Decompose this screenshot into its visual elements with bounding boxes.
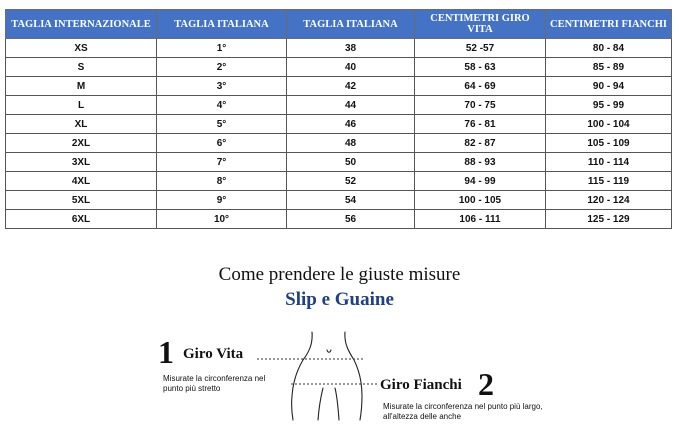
cell-italian-size-number: 48	[287, 134, 415, 153]
header-waist-cm: CENTIMETRI GIRO VITA	[415, 10, 546, 39]
table-row	[6, 191, 672, 210]
cell-hips-cm: 120 - 124	[546, 191, 672, 210]
cell-international-size: 3XL	[6, 153, 157, 172]
cell-international-size: 6XL	[6, 210, 157, 229]
cell-waist-cm: 58 - 63	[415, 58, 546, 77]
table-row	[6, 172, 672, 191]
cell-international-size: S	[6, 58, 157, 77]
waist-note-line2: punto più stretto	[163, 384, 221, 393]
waist-label: Giro Vita	[183, 346, 244, 362]
guide-title: Come prendere le giuste misure	[218, 264, 461, 285]
cell-hips-cm: 85 - 89	[546, 58, 672, 77]
silhouette-right-thigh-line	[335, 388, 339, 420]
cell-italian-size-number: 52	[287, 172, 415, 191]
cell-international-size: M	[6, 77, 157, 96]
waist-note	[163, 374, 265, 394]
table-row	[6, 58, 672, 77]
cell-italian-size: 2°	[157, 58, 287, 77]
cell-international-size: 5XL	[6, 191, 157, 210]
silhouette-right-outline	[345, 332, 362, 420]
cell-international-size: 4XL	[6, 172, 157, 191]
size-table	[5, 9, 672, 229]
silhouette-left-thigh-line	[318, 388, 323, 420]
cell-waist-cm: 52 -57	[415, 39, 546, 58]
cell-italian-size: 9°	[157, 191, 287, 210]
hips-number: 2	[478, 366, 494, 402]
hips-note-line1: Misurate la circonferenza nel punto più largo,	[383, 402, 543, 411]
silhouette-navel	[327, 350, 331, 352]
cell-waist-cm: 70 - 75	[415, 96, 546, 115]
header-international-size: TAGLIA INTERNAZIONALE	[6, 10, 157, 39]
hips-label: Giro Fianchi	[380, 377, 462, 393]
cell-italian-size-number: 42	[287, 77, 415, 96]
cell-waist-cm: 88 - 93	[415, 153, 546, 172]
table-body	[6, 39, 672, 229]
cell-italian-size-number: 40	[287, 58, 415, 77]
cell-hips-cm: 105 - 109	[546, 134, 672, 153]
cell-italian-size-number: 54	[287, 191, 415, 210]
cell-italian-size-number: 44	[287, 96, 415, 115]
cell-italian-size-number: 50	[287, 153, 415, 172]
waist-number: 1	[158, 334, 174, 370]
table-row	[6, 210, 672, 229]
waist-note-line1: Misurate la circonferenza nel	[163, 374, 266, 383]
cell-italian-size-number: 56	[287, 210, 415, 229]
cell-waist-cm: 106 - 111	[415, 210, 546, 229]
cell-italian-size: 4°	[157, 96, 287, 115]
cell-international-size: XS	[6, 39, 157, 58]
cell-italian-size: 3°	[157, 77, 287, 96]
cell-international-size: XL	[6, 115, 157, 134]
cell-hips-cm: 100 - 104	[546, 115, 672, 134]
cell-italian-size: 1°	[157, 39, 287, 58]
cell-waist-cm: 64 - 69	[415, 77, 546, 96]
silhouette-left-outline	[292, 332, 313, 420]
cell-italian-size: 10°	[157, 210, 287, 229]
hips-note-line2: all'altezza delle anche	[383, 412, 462, 421]
cell-international-size: 2XL	[6, 134, 157, 153]
cell-hips-cm: 80 - 84	[546, 39, 672, 58]
cell-italian-size: 5°	[157, 115, 287, 134]
body-silhouette-illustration	[255, 330, 385, 422]
table-row	[6, 77, 672, 96]
cell-waist-cm: 94 - 99	[415, 172, 546, 191]
header-italian-size: TAGLIA ITALIANA	[157, 10, 287, 39]
table-row	[6, 39, 672, 58]
cell-italian-size-number: 38	[287, 39, 415, 58]
header-hips-cm: CENTIMETRI FIANCHI	[546, 10, 672, 39]
cell-hips-cm: 110 - 114	[546, 153, 672, 172]
cell-international-size: L	[6, 96, 157, 115]
table-row	[6, 96, 672, 115]
cell-italian-size: 7°	[157, 153, 287, 172]
cell-hips-cm: 115 - 119	[546, 172, 672, 191]
cell-italian-size-number: 46	[287, 115, 415, 134]
cell-italian-size: 8°	[157, 172, 287, 191]
cell-hips-cm: 125 - 129	[546, 210, 672, 229]
cell-italian-size: 6°	[157, 134, 287, 153]
cell-waist-cm: 76 - 81	[415, 115, 546, 134]
table-header-row	[6, 10, 672, 39]
hips-note	[383, 402, 543, 422]
cell-hips-cm: 95 - 99	[546, 96, 672, 115]
cell-waist-cm: 82 - 87	[415, 134, 546, 153]
guide-subtitle: Slip e Guaine	[285, 289, 394, 310]
header-italian-size-number: TAGLIA ITALIANA	[287, 10, 415, 39]
table-row	[6, 134, 672, 153]
cell-waist-cm: 100 - 105	[415, 191, 546, 210]
table-row	[6, 115, 672, 134]
cell-hips-cm: 90 - 94	[546, 77, 672, 96]
table-row	[6, 153, 672, 172]
